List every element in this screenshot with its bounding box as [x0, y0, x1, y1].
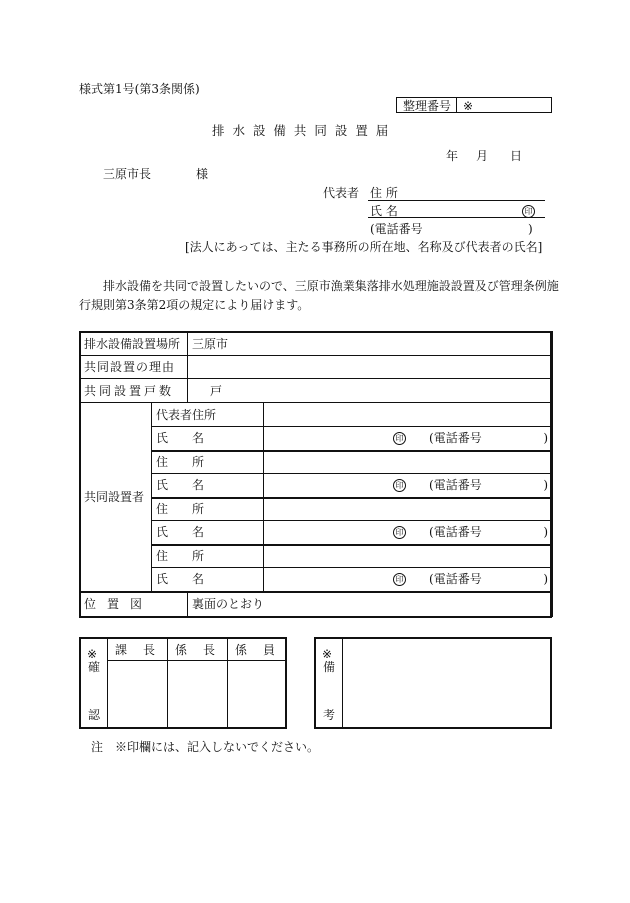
installation-table: [79, 331, 553, 617]
installer3-address-value[interactable]: [264, 498, 553, 521]
installer4-name-label: 氏 名: [152, 568, 264, 592]
installer4-phone-close: ): [543, 572, 549, 587]
remarks-box: [314, 637, 552, 729]
representative-name-label: 氏 名: [370, 204, 398, 218]
reason-label: 共同設置の理由: [80, 356, 188, 379]
representative-address-input[interactable]: [410, 185, 544, 200]
document-title: 排 水 設 備 共 同 設 置 届: [212, 123, 391, 138]
installer2-name-label: 氏 名: [152, 474, 264, 498]
date-day-label: 日: [510, 149, 523, 163]
reference-number-label: 整理番号: [403, 99, 452, 113]
installer1-name-label: 氏 名: [152, 427, 264, 451]
form-number-label: 様式第1号(第3条関係): [79, 82, 200, 96]
reference-number-box: [396, 97, 552, 113]
installer2-phone-label: (電話番号: [429, 478, 482, 493]
date-year-label: 年: [446, 149, 459, 163]
date-month-label: 月: [476, 149, 489, 163]
installer3-name-label: 氏 名: [152, 521, 264, 545]
households-unit: 戸: [210, 383, 223, 398]
seal-icon: 印: [393, 573, 406, 586]
confirm-stamp-staff[interactable]: [228, 661, 285, 727]
representative-name-input[interactable]: [410, 203, 519, 218]
installer4-address-value[interactable]: [264, 545, 553, 568]
installer4-address-label: 住 所: [152, 545, 264, 568]
location-value[interactable]: 三原市: [188, 332, 553, 356]
confirm-stamp-section-chief[interactable]: [108, 661, 166, 727]
confirm-header-section-chief: 課 長: [115, 643, 158, 657]
representative-label: 代表者: [323, 186, 360, 200]
installer3-phone-close: ): [543, 525, 549, 540]
remarks-label-bottom: 考: [323, 708, 336, 722]
map-label: 位置図: [80, 592, 188, 617]
confirmation-label-top: 確: [88, 660, 101, 674]
installer2-address-label: 住 所: [152, 451, 264, 474]
remarks-input[interactable]: [346, 642, 546, 726]
confirm-header-subsection-chief: 係 長: [175, 643, 218, 657]
seal-icon: 印: [393, 526, 406, 539]
footer-note: 注 ※印欄には、記入しないでください。: [91, 740, 320, 754]
installer3-address-label: 住 所: [152, 498, 264, 521]
rep-address-label: 代表者住所: [152, 403, 264, 427]
confirm-header-staff: 係 員: [235, 643, 278, 657]
reference-number-mark: ※: [463, 99, 474, 113]
installer4-phone-label: (電話番号: [429, 572, 482, 587]
remarks-label-top: 備: [323, 660, 336, 674]
confirmation-mark: ※: [87, 647, 98, 661]
body-text-line1: 排水設備を共同で設置したいので、三原市漁業集落排水処理施設設置及び管理条例施: [103, 279, 559, 293]
installer2-address-value[interactable]: [264, 451, 553, 474]
installer2-phone-close: ): [543, 478, 549, 493]
households-value[interactable]: [188, 379, 553, 403]
households-label: 共同設置戸数: [80, 379, 188, 403]
seal-icon: 印: [393, 479, 406, 492]
installer1-name-value[interactable]: [264, 427, 553, 451]
installer4-name-value[interactable]: [264, 568, 553, 592]
addressee-honorific: 様: [196, 167, 209, 181]
representative-phone-input[interactable]: [430, 221, 529, 236]
representative-address-underline: [368, 200, 545, 201]
addressee-name: 三原市長: [103, 167, 152, 181]
corporate-note: [法人にあっては、主たる事務所の所在地、名称及び代表者の氏名]: [185, 240, 543, 254]
representative-address-label: 住 所: [370, 186, 398, 200]
installers-label: 共同設置者: [80, 403, 152, 592]
installer1-phone-close: ): [543, 431, 549, 446]
installer3-phone-label: (電話番号: [429, 525, 482, 540]
confirmation-box: [79, 637, 287, 729]
reference-number-input[interactable]: [477, 99, 549, 113]
installer1-phone-label: (電話番号: [429, 431, 482, 446]
reason-value[interactable]: [188, 356, 553, 379]
installer1-address-value[interactable]: [264, 403, 553, 427]
remarks-mark: ※: [322, 647, 333, 661]
representative-phone-label: (電話番号: [370, 222, 423, 236]
installer2-name-value[interactable]: [264, 474, 553, 498]
body-text-line2: 行規則第3条第2項の規定により届けます。: [79, 298, 310, 312]
map-value: 裏面のとおり: [188, 592, 553, 617]
seal-icon: 印: [393, 432, 406, 445]
seal-icon: 印: [522, 205, 535, 218]
confirmation-label-bottom: 認: [88, 708, 101, 722]
installer3-name-value[interactable]: [264, 521, 553, 545]
representative-phone-close: ): [528, 222, 533, 236]
location-label: 排水設備設置場所: [80, 332, 188, 356]
confirm-stamp-subsection-chief[interactable]: [168, 661, 226, 727]
